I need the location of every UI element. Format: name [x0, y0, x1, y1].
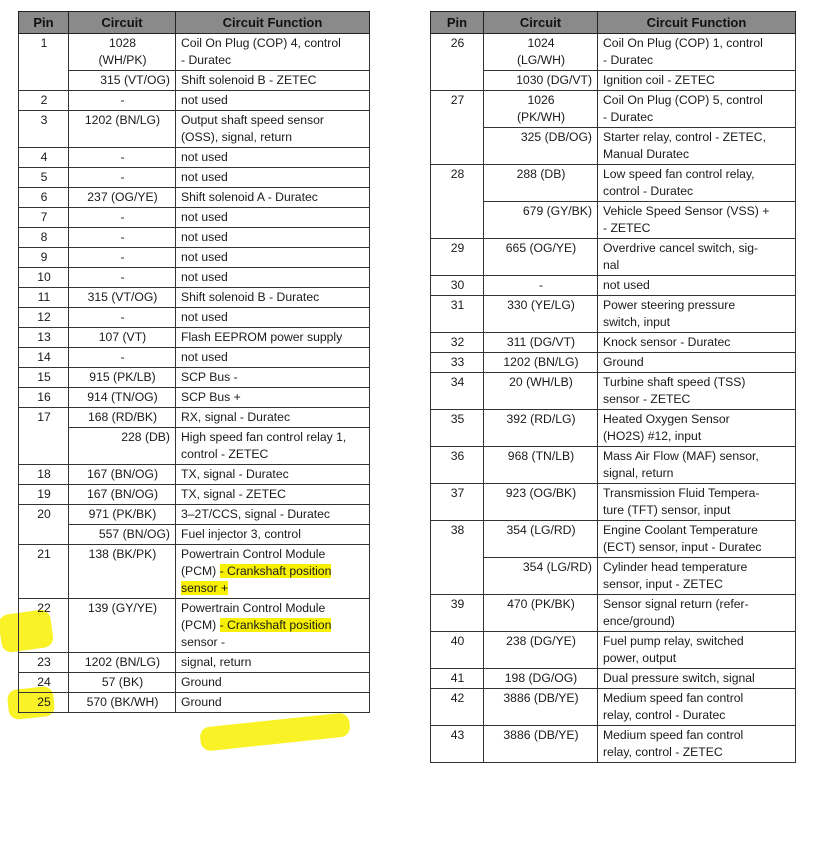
- pin-cell: 21: [19, 545, 69, 599]
- table-row: [431, 558, 796, 595]
- circuit-cell: 3886 (DB/YE): [484, 726, 598, 763]
- function-cell: SCP Bus -: [176, 368, 370, 388]
- circuit-cell: -: [69, 91, 176, 111]
- table-row: [19, 408, 370, 428]
- function-cell: not used: [176, 208, 370, 228]
- function-cell: not used: [176, 168, 370, 188]
- circuit-cell: 237 (OG/YE): [69, 188, 176, 208]
- pin-cell: 14: [19, 348, 69, 368]
- pin-cell: 18: [19, 465, 69, 485]
- pin-cell: 16: [19, 388, 69, 408]
- highlight-underline-22: [199, 712, 351, 752]
- pin-cell: 1: [19, 34, 69, 91]
- function-cell: Flash EEPROM power supply: [176, 328, 370, 348]
- table-row: [19, 71, 370, 91]
- pin-cell: 4: [19, 148, 69, 168]
- function-cell: not used: [176, 248, 370, 268]
- function-cell: Fuel injector 3, control: [176, 525, 370, 545]
- function-cell: Starter relay, control - ZETEC, Manual Duratec: [598, 128, 796, 165]
- table-row: [431, 276, 796, 296]
- table-row: [431, 669, 796, 689]
- function-cell: Sensor signal return (refer- ence/ground): [598, 595, 796, 632]
- function-cell: Ground: [598, 353, 796, 373]
- pin-cell: 41: [431, 669, 484, 689]
- circuit-cell: 3886 (DB/YE): [484, 689, 598, 726]
- table-row: [431, 632, 796, 669]
- function-cell: Coil On Plug (COP) 1, control - Duratec: [598, 34, 796, 71]
- table-row: [19, 368, 370, 388]
- function-cell: Shift solenoid B - ZETEC: [176, 71, 370, 91]
- function-cell: not used: [176, 148, 370, 168]
- function-cell: Medium speed fan control relay, control - Duratec: [598, 689, 796, 726]
- table-row: [19, 188, 370, 208]
- highlighted-text: sensor +: [181, 581, 229, 595]
- function-cell: Dual pressure switch, signal: [598, 669, 796, 689]
- pin-cell: 34: [431, 373, 484, 410]
- function-cell: 3–2T/CCS, signal - Duratec: [176, 505, 370, 525]
- function-cell: Power steering pressure switch, input: [598, 296, 796, 333]
- pin-cell: 28: [431, 165, 484, 239]
- pin-cell: 33: [431, 353, 484, 373]
- table-row: [19, 208, 370, 228]
- pin-cell: 25: [19, 693, 69, 713]
- table-row: [431, 484, 796, 521]
- circuit-cell: 354 (LG/RD): [484, 558, 598, 595]
- pin-cell: 12: [19, 308, 69, 328]
- pin-cell: 40: [431, 632, 484, 669]
- table-row: [19, 485, 370, 505]
- pin-cell: 22: [19, 599, 69, 653]
- table-row: [19, 148, 370, 168]
- function-cell: TX, signal - ZETEC: [176, 485, 370, 505]
- function-cell: not used: [598, 276, 796, 296]
- table-row: [431, 333, 796, 353]
- function-cell: SCP Bus +: [176, 388, 370, 408]
- function-cell: Powertrain Control Module (PCM) - Crankshaft position sensor -: [176, 599, 370, 653]
- function-cell: not used: [176, 268, 370, 288]
- pin-cell: 31: [431, 296, 484, 333]
- function-cell: Mass Air Flow (MAF) sensor, signal, return: [598, 447, 796, 484]
- circuit-cell: 557 (BN/OG): [69, 525, 176, 545]
- circuit-cell: 968 (TN/LB): [484, 447, 598, 484]
- table-row: [431, 128, 796, 165]
- circuit-cell: -: [69, 148, 176, 168]
- table-row: [431, 689, 796, 726]
- table-row: [19, 545, 370, 599]
- circuit-cell: 167 (BN/OG): [69, 465, 176, 485]
- function-cell: Coil On Plug (COP) 4, control - Duratec: [176, 34, 370, 71]
- circuit-header: Circuit: [484, 12, 598, 34]
- header-row: [19, 12, 370, 34]
- pin-cell: 19: [19, 485, 69, 505]
- table-row: [431, 373, 796, 410]
- circuit-cell: 570 (BK/WH): [69, 693, 176, 713]
- pinout-table-right: [430, 11, 796, 763]
- circuit-cell: -: [484, 276, 598, 296]
- pin-cell: 37: [431, 484, 484, 521]
- pin-cell: 2: [19, 91, 69, 111]
- table-row: [19, 505, 370, 525]
- pin-cell: 6: [19, 188, 69, 208]
- function-cell: not used: [176, 348, 370, 368]
- pin-cell: 13: [19, 328, 69, 348]
- circuit-cell: 57 (BK): [69, 673, 176, 693]
- function-cell: Shift solenoid A - Duratec: [176, 188, 370, 208]
- function-cell: Fuel pump relay, switched power, output: [598, 632, 796, 669]
- circuit-cell: 679 (GY/BK): [484, 202, 598, 239]
- table-row: [19, 525, 370, 545]
- table-row: [19, 168, 370, 188]
- circuit-cell: 1202 (BN/LG): [69, 111, 176, 148]
- pin-cell: 32: [431, 333, 484, 353]
- table-row: [431, 165, 796, 202]
- pin-cell: 38: [431, 521, 484, 595]
- function-cell: not used: [176, 308, 370, 328]
- table-row: [19, 465, 370, 485]
- table-row: [19, 599, 370, 653]
- circuit-cell: -: [69, 208, 176, 228]
- pin-header: Pin: [431, 12, 484, 34]
- circuit-cell: 1202 (BN/LG): [69, 653, 176, 673]
- circuit-cell: 1028 (WH/PK): [69, 34, 176, 71]
- circuit-cell: 168 (RD/BK): [69, 408, 176, 428]
- pin-cell: 15: [19, 368, 69, 388]
- circuit-cell: 107 (VT): [69, 328, 176, 348]
- table-row: [431, 34, 796, 71]
- pin-cell: 29: [431, 239, 484, 276]
- table-row: [19, 228, 370, 248]
- pin-cell: 5: [19, 168, 69, 188]
- function-cell: Transmission Fluid Tempera- ture (TFT) sensor, input: [598, 484, 796, 521]
- pin-cell: 23: [19, 653, 69, 673]
- circuit-cell: 325 (DB/OG): [484, 128, 598, 165]
- circuit-cell: -: [69, 168, 176, 188]
- highlighted-text: - Crankshaft position: [219, 564, 332, 578]
- circuit-cell: 311 (DG/VT): [484, 333, 598, 353]
- function-cell: TX, signal - Duratec: [176, 465, 370, 485]
- table-row: [19, 428, 370, 465]
- table-row: [19, 693, 370, 713]
- table-row: [431, 353, 796, 373]
- pin-cell: 36: [431, 447, 484, 484]
- pin-cell: 30: [431, 276, 484, 296]
- circuit-cell: 915 (PK/LB): [69, 368, 176, 388]
- pin-cell: 8: [19, 228, 69, 248]
- table-row: [19, 308, 370, 328]
- pin-cell: 17: [19, 408, 69, 465]
- table-row: [431, 726, 796, 763]
- function-header: Circuit Function: [176, 12, 370, 34]
- table-row: [19, 111, 370, 148]
- function-cell: Knock sensor - Duratec: [598, 333, 796, 353]
- circuit-cell: 1202 (BN/LG): [484, 353, 598, 373]
- function-cell: Turbine shaft speed (TSS) sensor - ZETEC: [598, 373, 796, 410]
- table-row: [431, 202, 796, 239]
- table-row: [431, 91, 796, 128]
- circuit-cell: -: [69, 248, 176, 268]
- function-cell: Engine Coolant Temperature (ECT) sensor, input - Duratec: [598, 521, 796, 558]
- pin-cell: 9: [19, 248, 69, 268]
- function-cell: Medium speed fan control relay, control - ZETEC: [598, 726, 796, 763]
- table-row: [431, 595, 796, 632]
- table-row: [431, 71, 796, 91]
- circuit-cell: -: [69, 348, 176, 368]
- table-row: [431, 521, 796, 558]
- header-row: [431, 12, 796, 34]
- circuit-cell: 238 (DG/YE): [484, 632, 598, 669]
- function-cell: Vehicle Speed Sensor (VSS) + - ZETEC: [598, 202, 796, 239]
- pin-cell: 3: [19, 111, 69, 148]
- table-row: [19, 34, 370, 71]
- table-row: [431, 447, 796, 484]
- function-cell: Low speed fan control relay, control - Duratec: [598, 165, 796, 202]
- circuit-cell: 914 (TN/OG): [69, 388, 176, 408]
- function-cell: Ignition coil - ZETEC: [598, 71, 796, 91]
- circuit-cell: 1030 (DG/VT): [484, 71, 598, 91]
- pin-cell: 35: [431, 410, 484, 447]
- circuit-cell: 315 (VT/OG): [69, 288, 176, 308]
- pin-cell: 7: [19, 208, 69, 228]
- circuit-header: Circuit: [69, 12, 176, 34]
- pin-cell: 24: [19, 673, 69, 693]
- function-cell: Ground: [176, 673, 370, 693]
- function-cell: Overdrive cancel switch, sig- nal: [598, 239, 796, 276]
- circuit-cell: 1026 (PK/WH): [484, 91, 598, 128]
- table-row: [19, 268, 370, 288]
- circuit-cell: -: [69, 268, 176, 288]
- circuit-cell: 288 (DB): [484, 165, 598, 202]
- function-cell: Ground: [176, 693, 370, 713]
- function-header: Circuit Function: [598, 12, 796, 34]
- table-row: [19, 91, 370, 111]
- circuit-cell: 1024 (LG/WH): [484, 34, 598, 71]
- function-cell: RX, signal - Duratec: [176, 408, 370, 428]
- circuit-cell: 330 (YE/LG): [484, 296, 598, 333]
- pin-cell: 11: [19, 288, 69, 308]
- pin-header: Pin: [19, 12, 69, 34]
- pin-cell: 39: [431, 595, 484, 632]
- table-row: [431, 239, 796, 276]
- table-row: [19, 288, 370, 308]
- pin-cell: 27: [431, 91, 484, 165]
- table-row: [431, 296, 796, 333]
- pin-cell: 26: [431, 34, 484, 91]
- highlighted-text: - Crankshaft position: [219, 618, 332, 632]
- function-cell: not used: [176, 91, 370, 111]
- circuit-cell: 138 (BK/PK): [69, 545, 176, 599]
- function-cell: Output shaft speed sensor (OSS), signal, return: [176, 111, 370, 148]
- circuit-cell: 167 (BN/OG): [69, 485, 176, 505]
- circuit-cell: 470 (PK/BK): [484, 595, 598, 632]
- circuit-cell: 198 (DG/OG): [484, 669, 598, 689]
- table-row: [19, 328, 370, 348]
- circuit-cell: 354 (LG/RD): [484, 521, 598, 558]
- circuit-cell: 923 (OG/BK): [484, 484, 598, 521]
- function-cell: not used: [176, 228, 370, 248]
- function-cell: Shift solenoid B - Duratec: [176, 288, 370, 308]
- function-cell: Heated Oxygen Sensor (HO2S) #12, input: [598, 410, 796, 447]
- circuit-cell: -: [69, 308, 176, 328]
- circuit-cell: 139 (GY/YE): [69, 599, 176, 653]
- circuit-cell: -: [69, 228, 176, 248]
- function-cell: High speed fan control relay 1, control - ZETEC: [176, 428, 370, 465]
- circuit-cell: 665 (OG/YE): [484, 239, 598, 276]
- circuit-cell: 392 (RD/LG): [484, 410, 598, 447]
- circuit-cell: 20 (WH/LB): [484, 373, 598, 410]
- circuit-cell: 315 (VT/OG): [69, 71, 176, 91]
- table-row: [431, 410, 796, 447]
- pin-cell: 10: [19, 268, 69, 288]
- pin-cell: 43: [431, 726, 484, 763]
- pinout-table-left: [18, 11, 370, 713]
- function-cell: Powertrain Control Module (PCM) - Crankshaft position sensor +: [176, 545, 370, 599]
- table-row: [19, 348, 370, 368]
- table-row: [19, 248, 370, 268]
- table-row: [19, 673, 370, 693]
- function-cell: signal, return: [176, 653, 370, 673]
- function-cell: Cylinder head temperature sensor, input - ZETEC: [598, 558, 796, 595]
- table-row: [19, 653, 370, 673]
- circuit-cell: 971 (PK/BK): [69, 505, 176, 525]
- pin-cell: 42: [431, 689, 484, 726]
- pin-cell: 20: [19, 505, 69, 545]
- table-row: [19, 388, 370, 408]
- function-cell: Coil On Plug (COP) 5, control - Duratec: [598, 91, 796, 128]
- circuit-cell: 228 (DB): [69, 428, 176, 465]
